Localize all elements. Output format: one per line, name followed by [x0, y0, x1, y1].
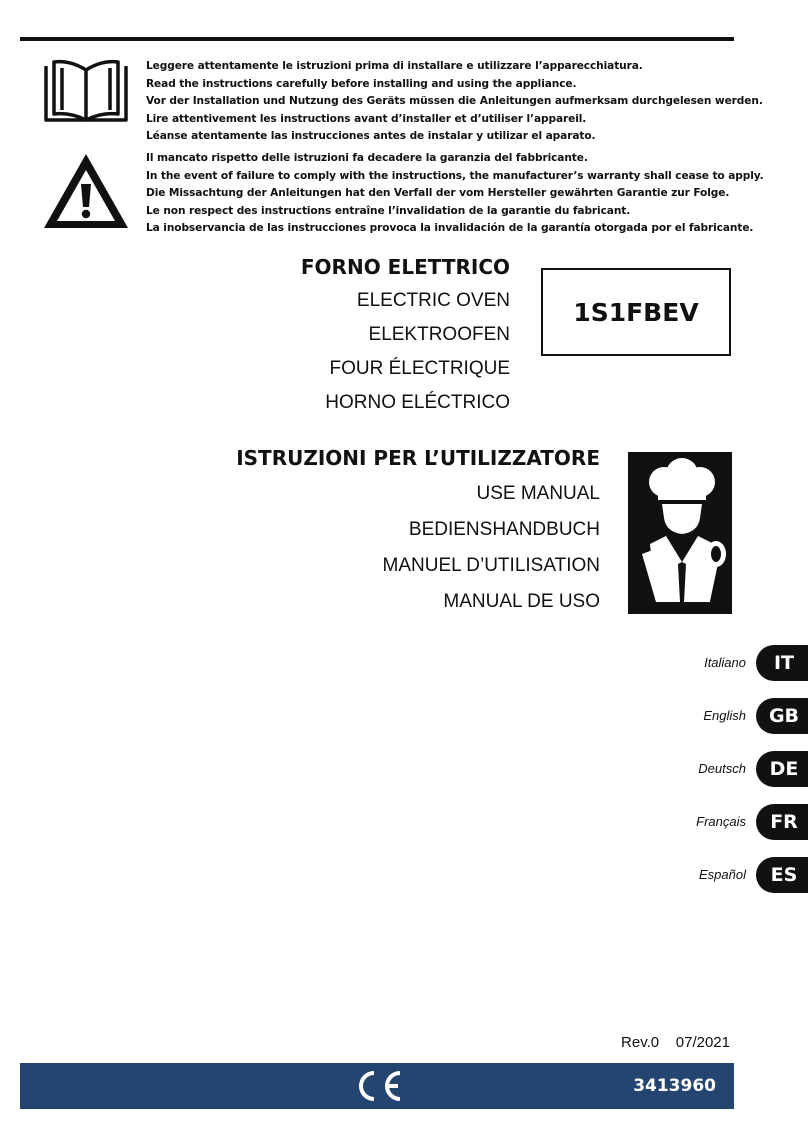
read-instructions-notice: Leggere attentamente le istruzioni prima di installare e utilizzare l’apparecchiatura. Read the instructions carefully before installing and using the appliance. Vor der Installation und Nutzung des Geräts müssen die Anleitungen aufmerksam durchgelesen werden. Lire attentivement les instructions avant d’installer et d’utiliser l’appareil. Léanse atentamente las instrucciones antes de instalar y utilizar el aparato.: [146, 60, 763, 142]
top-rule: [20, 37, 734, 41]
document-code: 3413960: [633, 1076, 716, 1096]
manual-title: ISTRUZIONI PER L’UTILIZZATORE: [236, 446, 600, 470]
ce-mark-icon: [350, 1069, 404, 1103]
language-name: Deutsch: [698, 761, 746, 776]
product-name-block: [301, 250, 510, 420]
manual-title-block: [236, 440, 600, 620]
model-number: 1S1FBEV: [573, 297, 699, 327]
language-tab[interactable]: ES: [756, 857, 808, 893]
manual-translation: MANUEL D’UTILISATION: [382, 555, 600, 576]
open-book-icon: [42, 58, 130, 124]
revision-info: [621, 1034, 730, 1051]
manual-translation: MANUAL DE USO: [443, 591, 600, 612]
language-item-gb[interactable]: [608, 698, 808, 734]
chef-icon: [628, 452, 732, 614]
language-name: Français: [696, 814, 746, 829]
language-item-fr[interactable]: [608, 804, 808, 840]
language-tab[interactable]: DE: [756, 751, 808, 787]
language-tab[interactable]: GB: [756, 698, 808, 734]
revision-date: 07/2021: [675, 1034, 730, 1051]
language-tab[interactable]: FR: [756, 804, 808, 840]
warning-triangle-icon: [40, 150, 132, 232]
language-name: English: [703, 708, 746, 723]
product-translation: FOUR ÉLECTRIQUE: [329, 358, 510, 379]
language-item-it[interactable]: [608, 645, 808, 681]
language-tab[interactable]: IT: [756, 645, 808, 681]
model-number-box: [541, 268, 731, 356]
language-name: Español: [699, 867, 746, 882]
warranty-warning-notice: Il mancato rispetto delle istruzioni fa decadere la garanzia del fabbricante. In the event of failure to comply with the instructions, the manufacturer’s warranty shall cease to apply. Die Missachtung der Anleitungen hat den Verfall der vom Hersteller gewährten Garantie zur Folge. Le non respect des instructions entraîne l’invalidation de la garantie du fabricant. La inobservancia de las instrucciones provoca la invalidación de la garantía otorgada por el fabricante.: [146, 152, 764, 234]
manual-translation: USE MANUAL: [476, 483, 600, 504]
product-translation: HORNO ELÉCTRICO: [325, 392, 510, 413]
language-item-de[interactable]: [608, 751, 808, 787]
language-name: Italiano: [704, 655, 746, 670]
product-translation: ELEKTROOFEN: [368, 324, 510, 345]
revision-label: Rev.0: [621, 1034, 660, 1051]
product-title: FORNO ELETTRICO: [300, 255, 510, 279]
manual-translation: BEDIENSHANDBUCH: [408, 519, 600, 540]
footer-bar: [20, 1063, 734, 1109]
language-item-es[interactable]: [608, 857, 808, 893]
product-translation: ELECTRIC OVEN: [356, 290, 510, 311]
